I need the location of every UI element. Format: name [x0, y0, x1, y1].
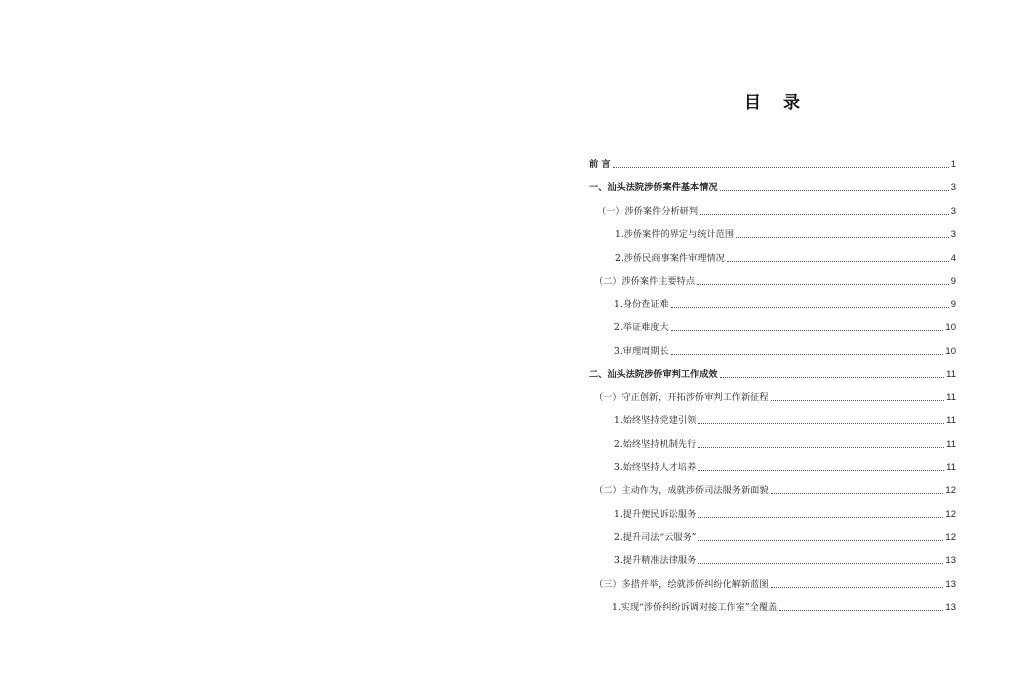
toc-entry-label: 前 言 [589, 159, 611, 170]
toc-entry-page-number: 11 [946, 392, 956, 403]
toc-entry-label: 2.始终坚持机制先行 [614, 439, 697, 450]
toc-entry-label: 3.审理周期长 [614, 346, 669, 357]
toc-dot-leader [720, 190, 949, 191]
toc-entry[interactable] [614, 437, 956, 451]
toc-title-char-1: 目 [744, 93, 761, 113]
toc-entry[interactable] [594, 577, 956, 591]
toc-dot-leader [700, 214, 949, 215]
toc-dot-leader [771, 587, 944, 588]
toc-entry-label: 2.举证难度大 [614, 322, 669, 333]
toc-entry-page-number: 11 [946, 415, 956, 426]
toc-entry[interactable] [614, 507, 956, 521]
toc-entry-label: （一）涉侨案件分析研判 [597, 206, 699, 217]
toc-dot-leader [697, 284, 949, 285]
toc-entry-page-number: 1 [950, 159, 956, 170]
toc-entry[interactable] [614, 413, 956, 427]
toc-entry-page-number: 12 [945, 509, 956, 520]
toc-dot-leader [698, 540, 943, 541]
toc-entry-label: 二、汕头法院涉侨审判工作成效 [589, 369, 718, 380]
toc-entry-page-number: 3 [950, 229, 956, 240]
toc-entry-page-number: 3 [950, 206, 956, 217]
toc-entry[interactable] [589, 180, 956, 194]
toc-entry-label: 2.涉侨民商事案件审理情况 [615, 253, 725, 264]
toc-entry[interactable] [614, 297, 956, 311]
toc-dot-leader [613, 167, 949, 168]
toc-entry[interactable] [594, 274, 956, 288]
toc-entry-label: 3.始终坚持人才培养 [614, 462, 697, 473]
toc-entry-label: 1.始终坚持党建引领 [614, 415, 697, 426]
toc-entry-page-number: 13 [945, 555, 956, 566]
toc-entry[interactable] [612, 600, 956, 614]
toc-dot-leader [720, 377, 945, 378]
toc-entry[interactable] [594, 390, 956, 404]
toc-entry-label: 2.提升司法“云服务” [614, 532, 697, 543]
toc-entry[interactable] [614, 530, 956, 544]
toc-entry-page-number: 11 [946, 439, 956, 450]
toc-entry[interactable] [614, 344, 956, 358]
toc-entry-label: 1.身份查证难 [614, 299, 669, 310]
toc-entry-page-number: 13 [945, 602, 956, 613]
toc-entry-page-number: 10 [945, 322, 956, 333]
toc-entry[interactable] [594, 483, 956, 497]
toc-entry[interactable] [597, 204, 956, 218]
toc-dot-leader [736, 237, 949, 238]
toc-dot-leader [698, 470, 944, 471]
toc-dot-leader [771, 493, 944, 494]
toc-entry-label: 1.涉侨案件的界定与统计范围 [615, 229, 735, 240]
toc-dot-leader [779, 610, 943, 611]
toc-entry-page-number: 10 [945, 346, 956, 357]
toc-entry-page-number: 13 [945, 579, 956, 590]
toc-entry[interactable] [589, 367, 956, 381]
toc-entry[interactable] [614, 320, 956, 334]
toc-dot-leader [698, 563, 943, 564]
toc-entry-label: 1.提升便民诉讼服务 [614, 509, 697, 520]
toc-entry-label: （二）主动作为，成就涉侨司法服务新面貌 [594, 485, 769, 496]
toc-dot-leader [671, 330, 944, 331]
toc-title [744, 88, 800, 113]
toc-entry-page-number: 11 [946, 462, 956, 473]
toc-entry[interactable] [589, 157, 956, 171]
toc-entry[interactable] [615, 227, 956, 241]
toc-entry-label: （三）多措并举，绘就涉侨纠纷化解新蓝图 [594, 579, 769, 590]
toc-entry-page-number: 12 [945, 532, 956, 543]
toc-entry-page-number: 4 [950, 253, 956, 264]
toc-dot-leader [727, 261, 949, 262]
toc-entry-label: 一、汕头法院涉侨案件基本情况 [589, 182, 718, 193]
toc-dot-leader [698, 447, 944, 448]
toc-entry-label: 1.实现“涉侨纠纷诉调对接工作室”全覆盖 [612, 602, 778, 613]
toc-dot-leader [698, 423, 944, 424]
toc-entry[interactable] [614, 553, 956, 567]
toc-entry-page-number: 3 [950, 182, 956, 193]
toc-entry[interactable] [614, 460, 956, 474]
toc-entry-label: （二）涉侨案件主要特点 [594, 276, 696, 287]
toc-dot-leader [771, 400, 945, 401]
toc-entry-page-number: 12 [945, 485, 956, 496]
toc-entry-page-number: 9 [950, 276, 956, 287]
toc-dot-leader [671, 307, 949, 308]
toc-entry-label: （一）守正创新，开拓涉侨审判工作新征程 [594, 392, 769, 403]
toc-title-char-2: 录 [783, 93, 800, 113]
toc-entry-page-number: 11 [946, 369, 956, 380]
toc-dot-leader [698, 517, 943, 518]
toc-entry-page-number: 9 [950, 299, 956, 310]
toc-entry-label: 3.提升精准法律服务 [614, 555, 697, 566]
toc-entry[interactable] [615, 251, 956, 265]
toc-dot-leader [671, 354, 944, 355]
